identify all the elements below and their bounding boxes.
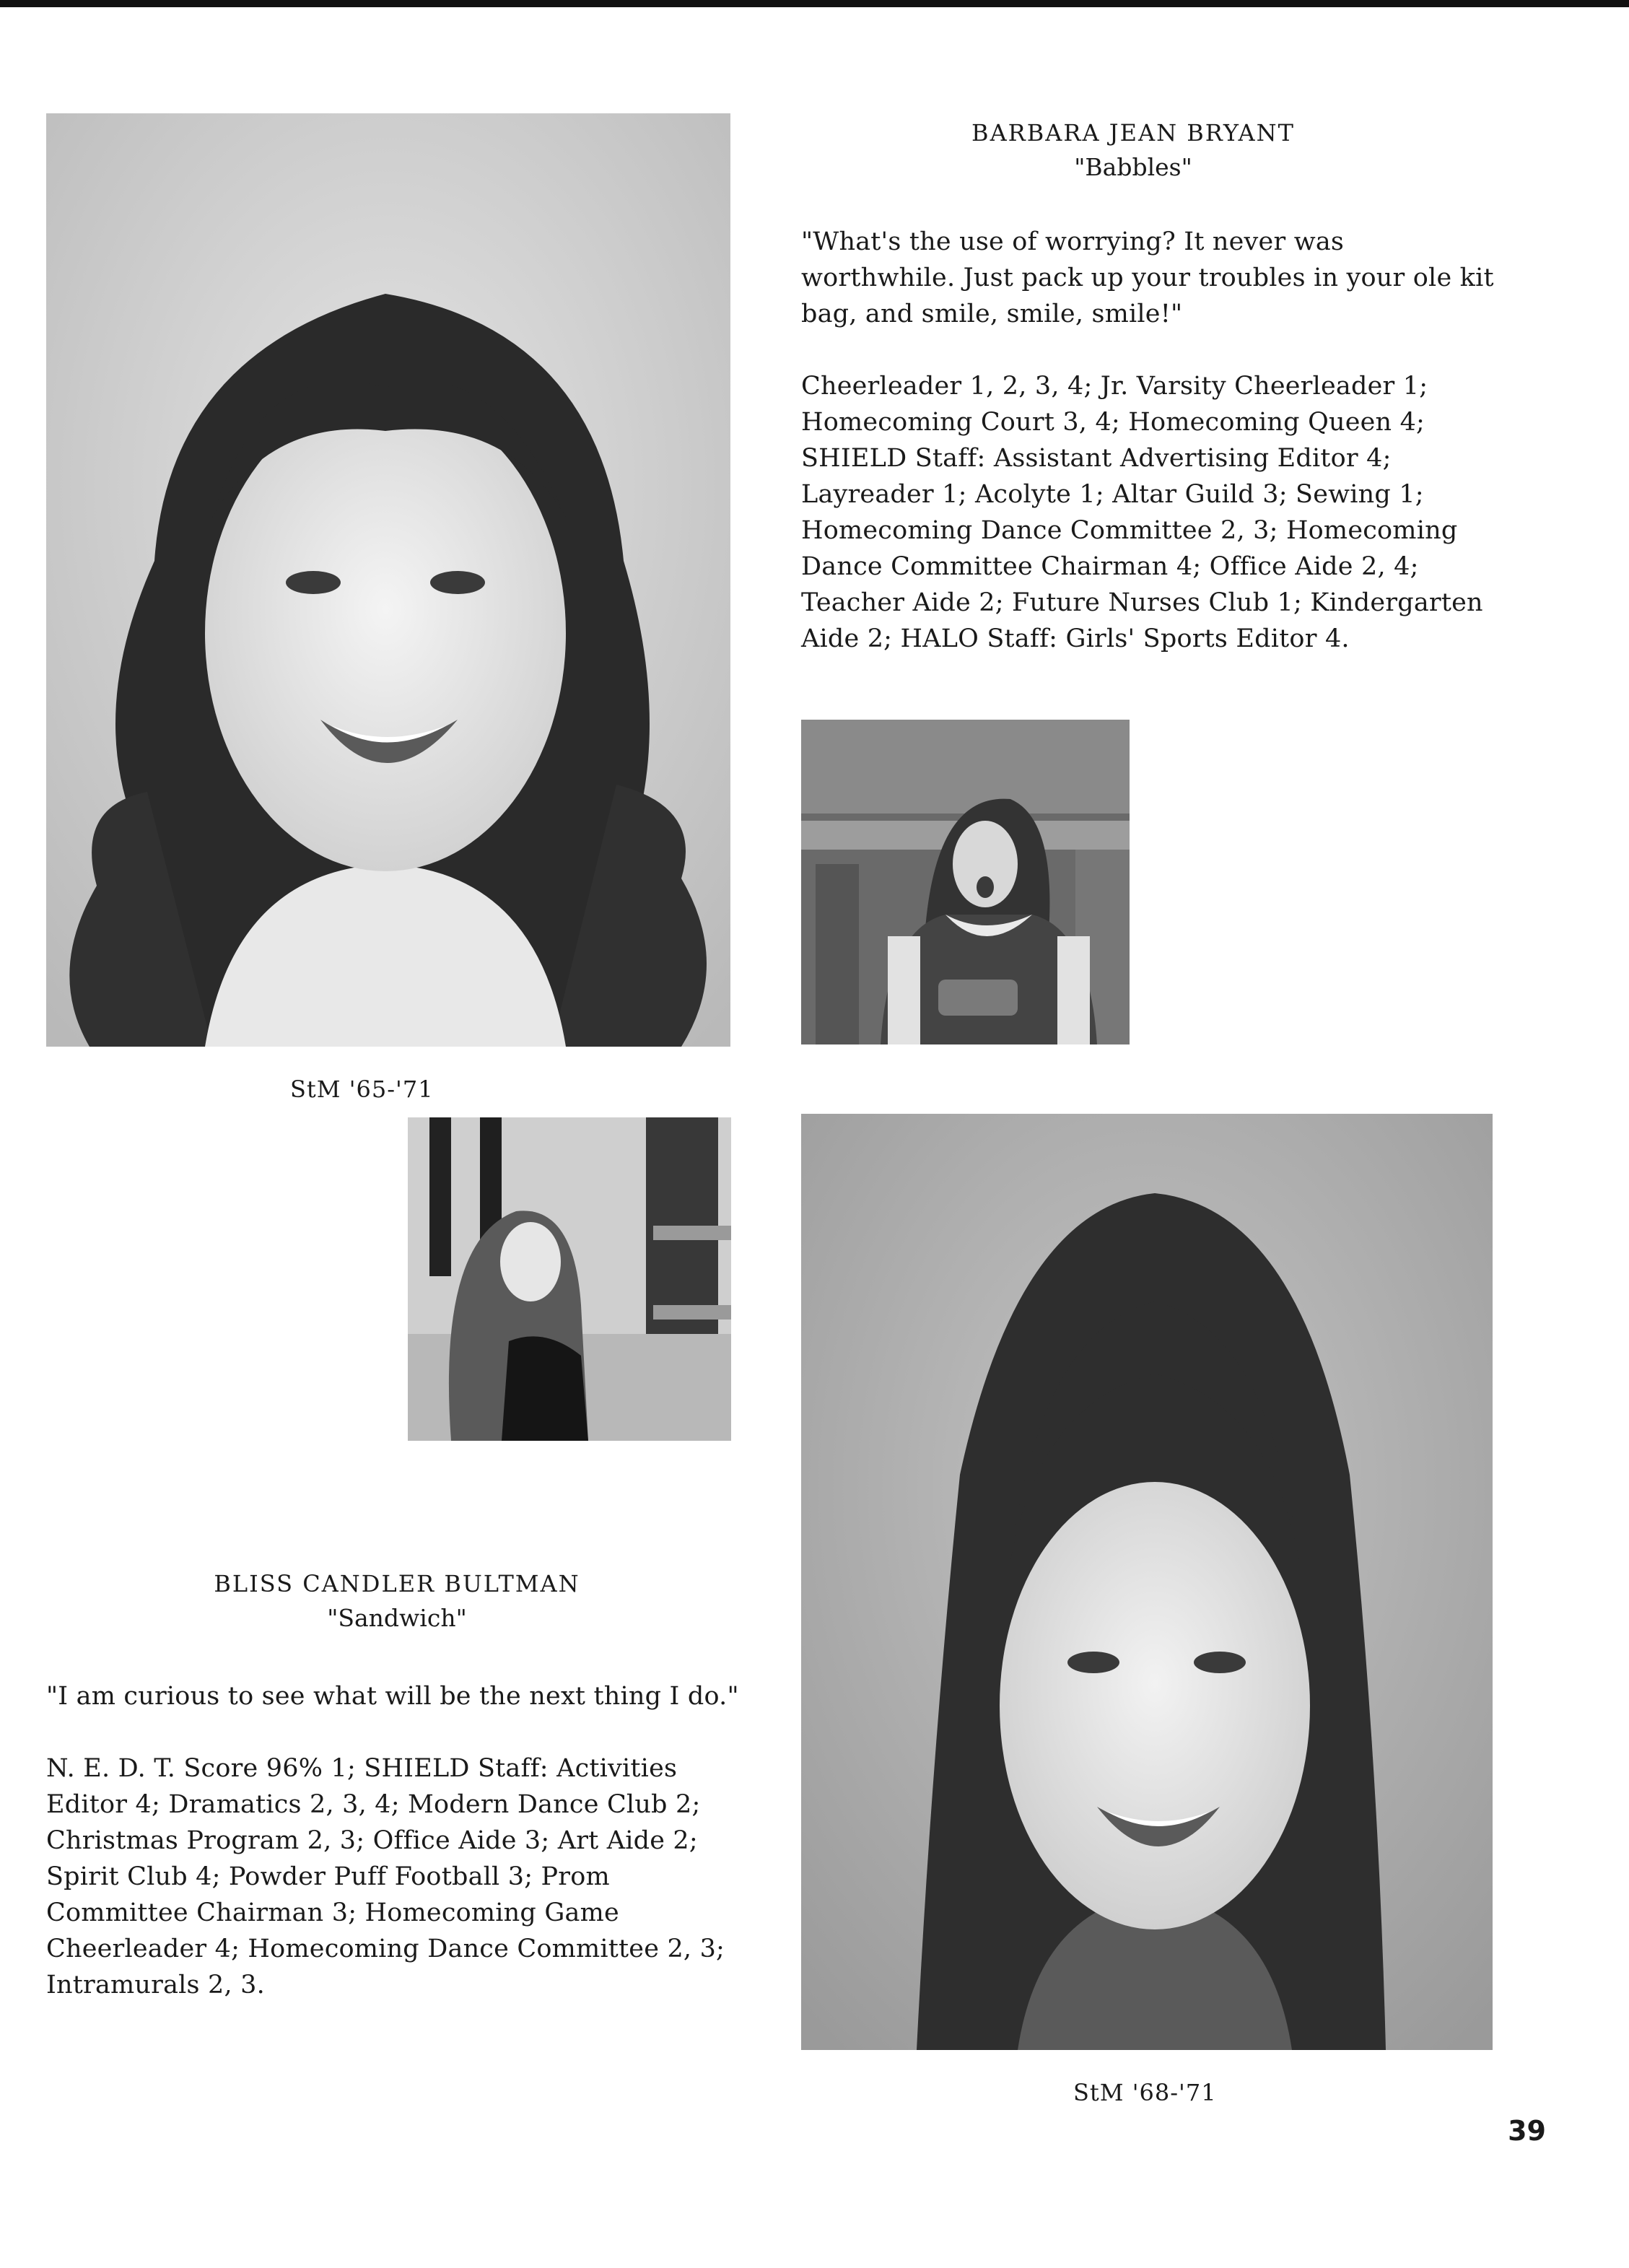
student-quote-bryant: "What's the use of worrying? It never was worthwhile. Just pack up your troubles in your ole kit bag, and smile, smile, smile!" [801,227,1494,328]
portrait-photo-bryant [46,113,730,1047]
student-nickname-bultman: "Sandwich" [327,1604,467,1632]
candid-photo-bryant-cheerleading [801,720,1130,1044]
candid-photo-bultman [408,1117,731,1441]
page-top-border [0,0,1629,7]
student-nickname-bryant: "Babbles" [1074,153,1192,181]
student-years-bultman: StM '68-'71 [1073,2079,1217,2106]
student-activities-bryant: Cheerleader 1, 2, 3, 4; Jr. Varsity Cheerleader 1; Homecoming Court 3, 4; Homecoming Queen 4; SHIELD Staff: Assistant Advertising Editor 4; Layreader 1; Acolyte 1; Altar Guild 3; Sewing 1; Homecoming Dance Committee 2, 3; Homecoming Dance Committee Chairman 4; Office Aide 2, 4; Teacher Aide 2; Future Nurses Club 1; Kindergarten Aide 2; HALO Staff: Girls' Sports Editor 4. [801,372,1483,653]
student-name-bultman: BLISS CANDLER BULTMAN [214,1570,580,1597]
student-years-bryant: StM '65-'71 [290,1076,434,1103]
student-name-bryant: BARBARA JEAN BRYANT [971,119,1295,147]
page-number: 39 [1508,2115,1546,2147]
student-activities-bultman: N. E. D. T. Score 96% 1; SHIELD Staff: Activities Editor 4; Dramatics 2, 3, 4; Modern Dance Club 2; Christmas Program 2, 3; Office Aide 3; Art Aide 2; Spirit Club 4; Powder Puff Football 3; Prom Committee Chairman 3; Homecoming Game Cheerleader 4; Homecoming Dance Committee 2, 3; Intramurals 2, 3. [46,1754,725,1999]
student-quote-bultman: "I am curious to see what will be the next thing I do." [46,1682,739,1711]
portrait-photo-bultman [801,1114,1493,2050]
